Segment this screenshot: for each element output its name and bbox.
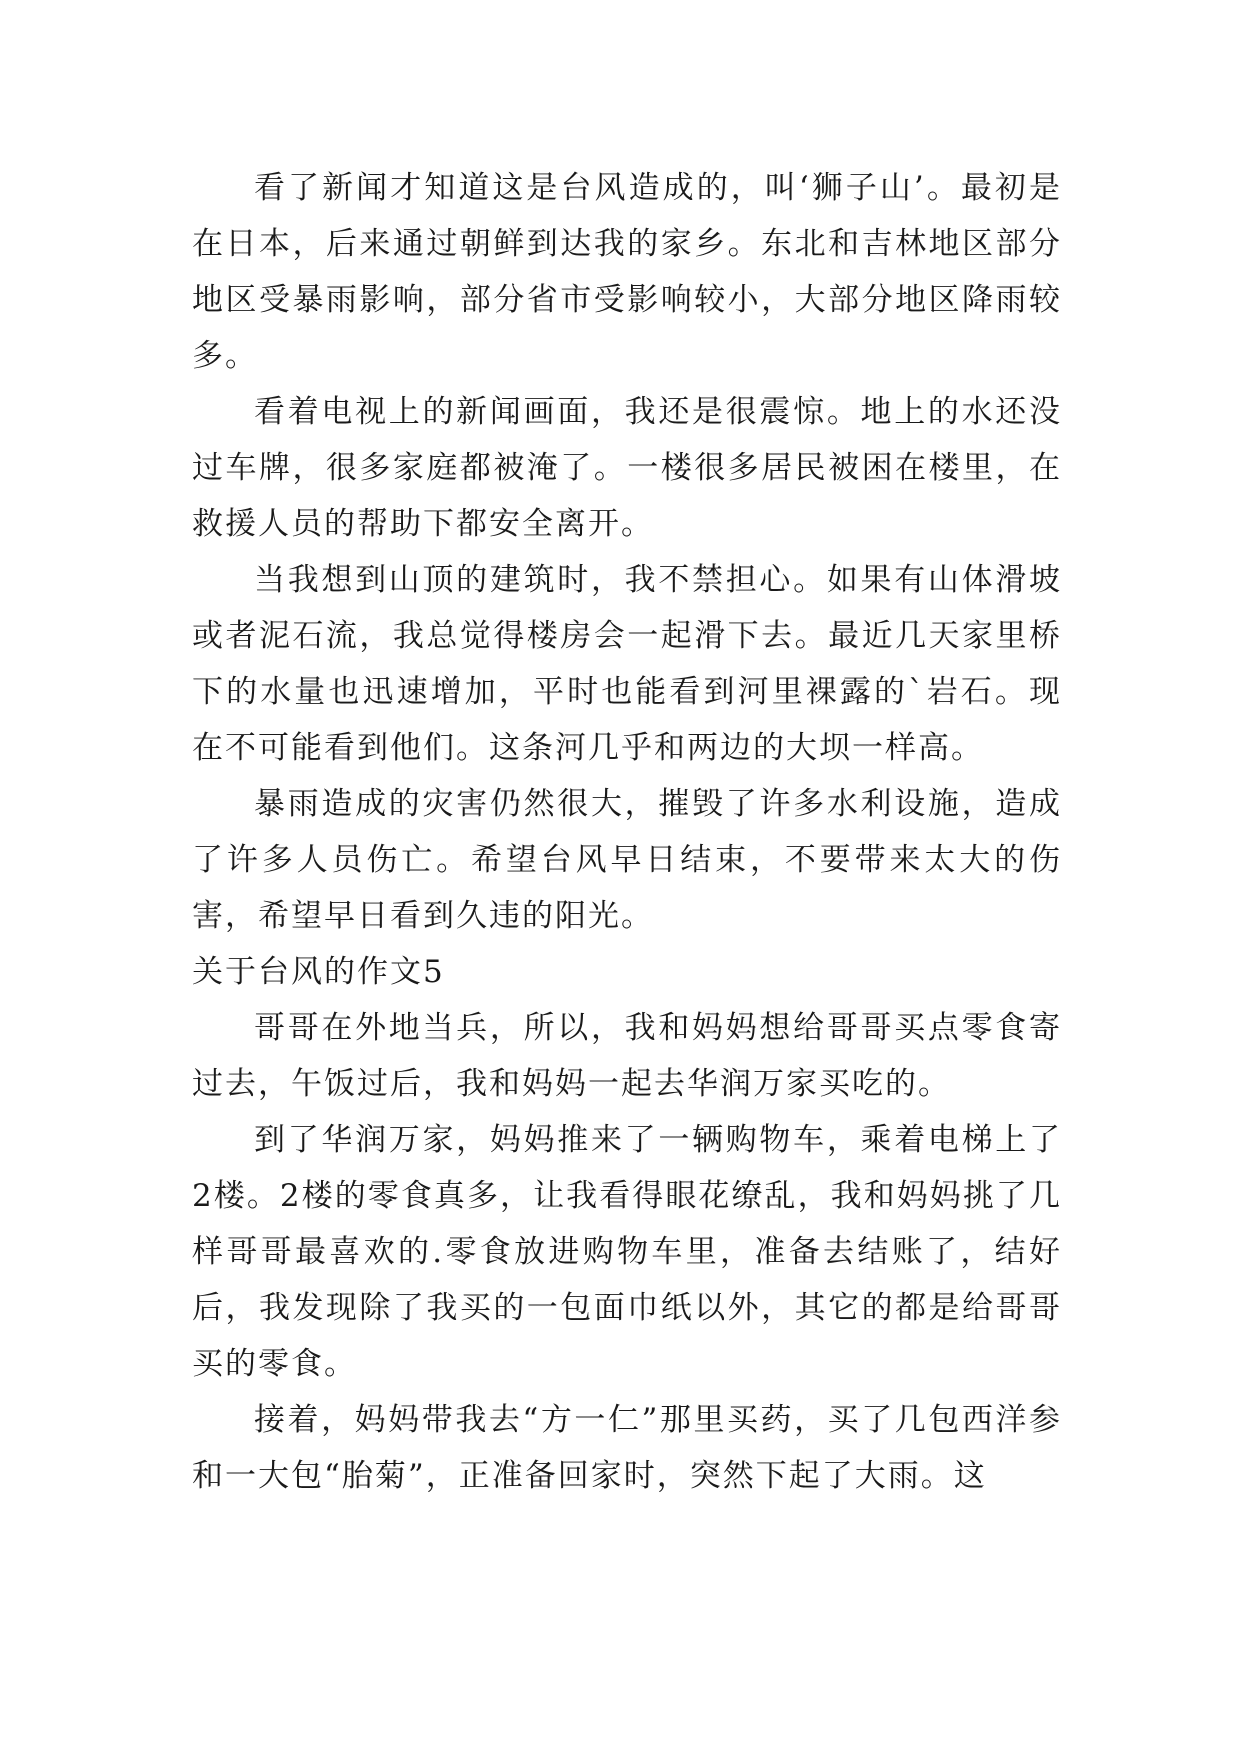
paragraph-4: 暴雨造成的灾害仍然很大，摧毁了许多水利设施，造成了许多人员伤亡。希望台风早日结束，不要带来太大的伤害，希望早日看到久违的阳光。 (192, 786, 1062, 934)
paragraph-1: 看了新闻才知道这是台风造成的，叫‘狮子山’。最初是在日本，后来通过朝鲜到达我的家乡。东北和吉林地区部分地区受暴雨影响，部分省市受影响较小，大部分地区降雨较多。 (192, 170, 1062, 374)
section-title: 关于台风的作文5 (192, 954, 445, 990)
section-paragraph-1: 哥哥在外地当兵，所以，我和妈妈想给哥哥买点零食寄过去，午饭过后，我和妈妈一起去华润万家买吃的。 (192, 1010, 1062, 1102)
section-paragraph-3: 接着，妈妈带我去“方一仁”那里买药，买了几包西洋参和一大包“胎菊”，正准备回家时，突然下起了大雨。这 (192, 1402, 1062, 1494)
section-paragraph-2: 到了华润万家，妈妈推来了一辆购物车，乘着电梯上了2楼。2楼的零食真多，让我看得眼花缭乱，我和妈妈挑了几样哥哥最喜欢的.零食放进购物车里，准备去结账了，结好后，我发现除了我买的一包面巾纸以外，其它的都是给哥哥买的零食。 (192, 1122, 1062, 1382)
document-body (192, 160, 1062, 1504)
paragraph-3: 当我想到山顶的建筑时，我不禁担心。如果有山体滑坡或者泥石流，我总觉得楼房会一起滑下去。最近几天家里桥下的水量也迅速增加，平时也能看到河里裸露的`岩石。现在不可能看到他们。这条河几乎和两边的大坝一样高。 (192, 562, 1062, 766)
paragraph-2: 看着电视上的新闻画面，我还是很震惊。地上的水还没过车牌，很多家庭都被淹了。一楼很多居民被困在楼里，在救援人员的帮助下都安全离开。 (192, 394, 1062, 542)
